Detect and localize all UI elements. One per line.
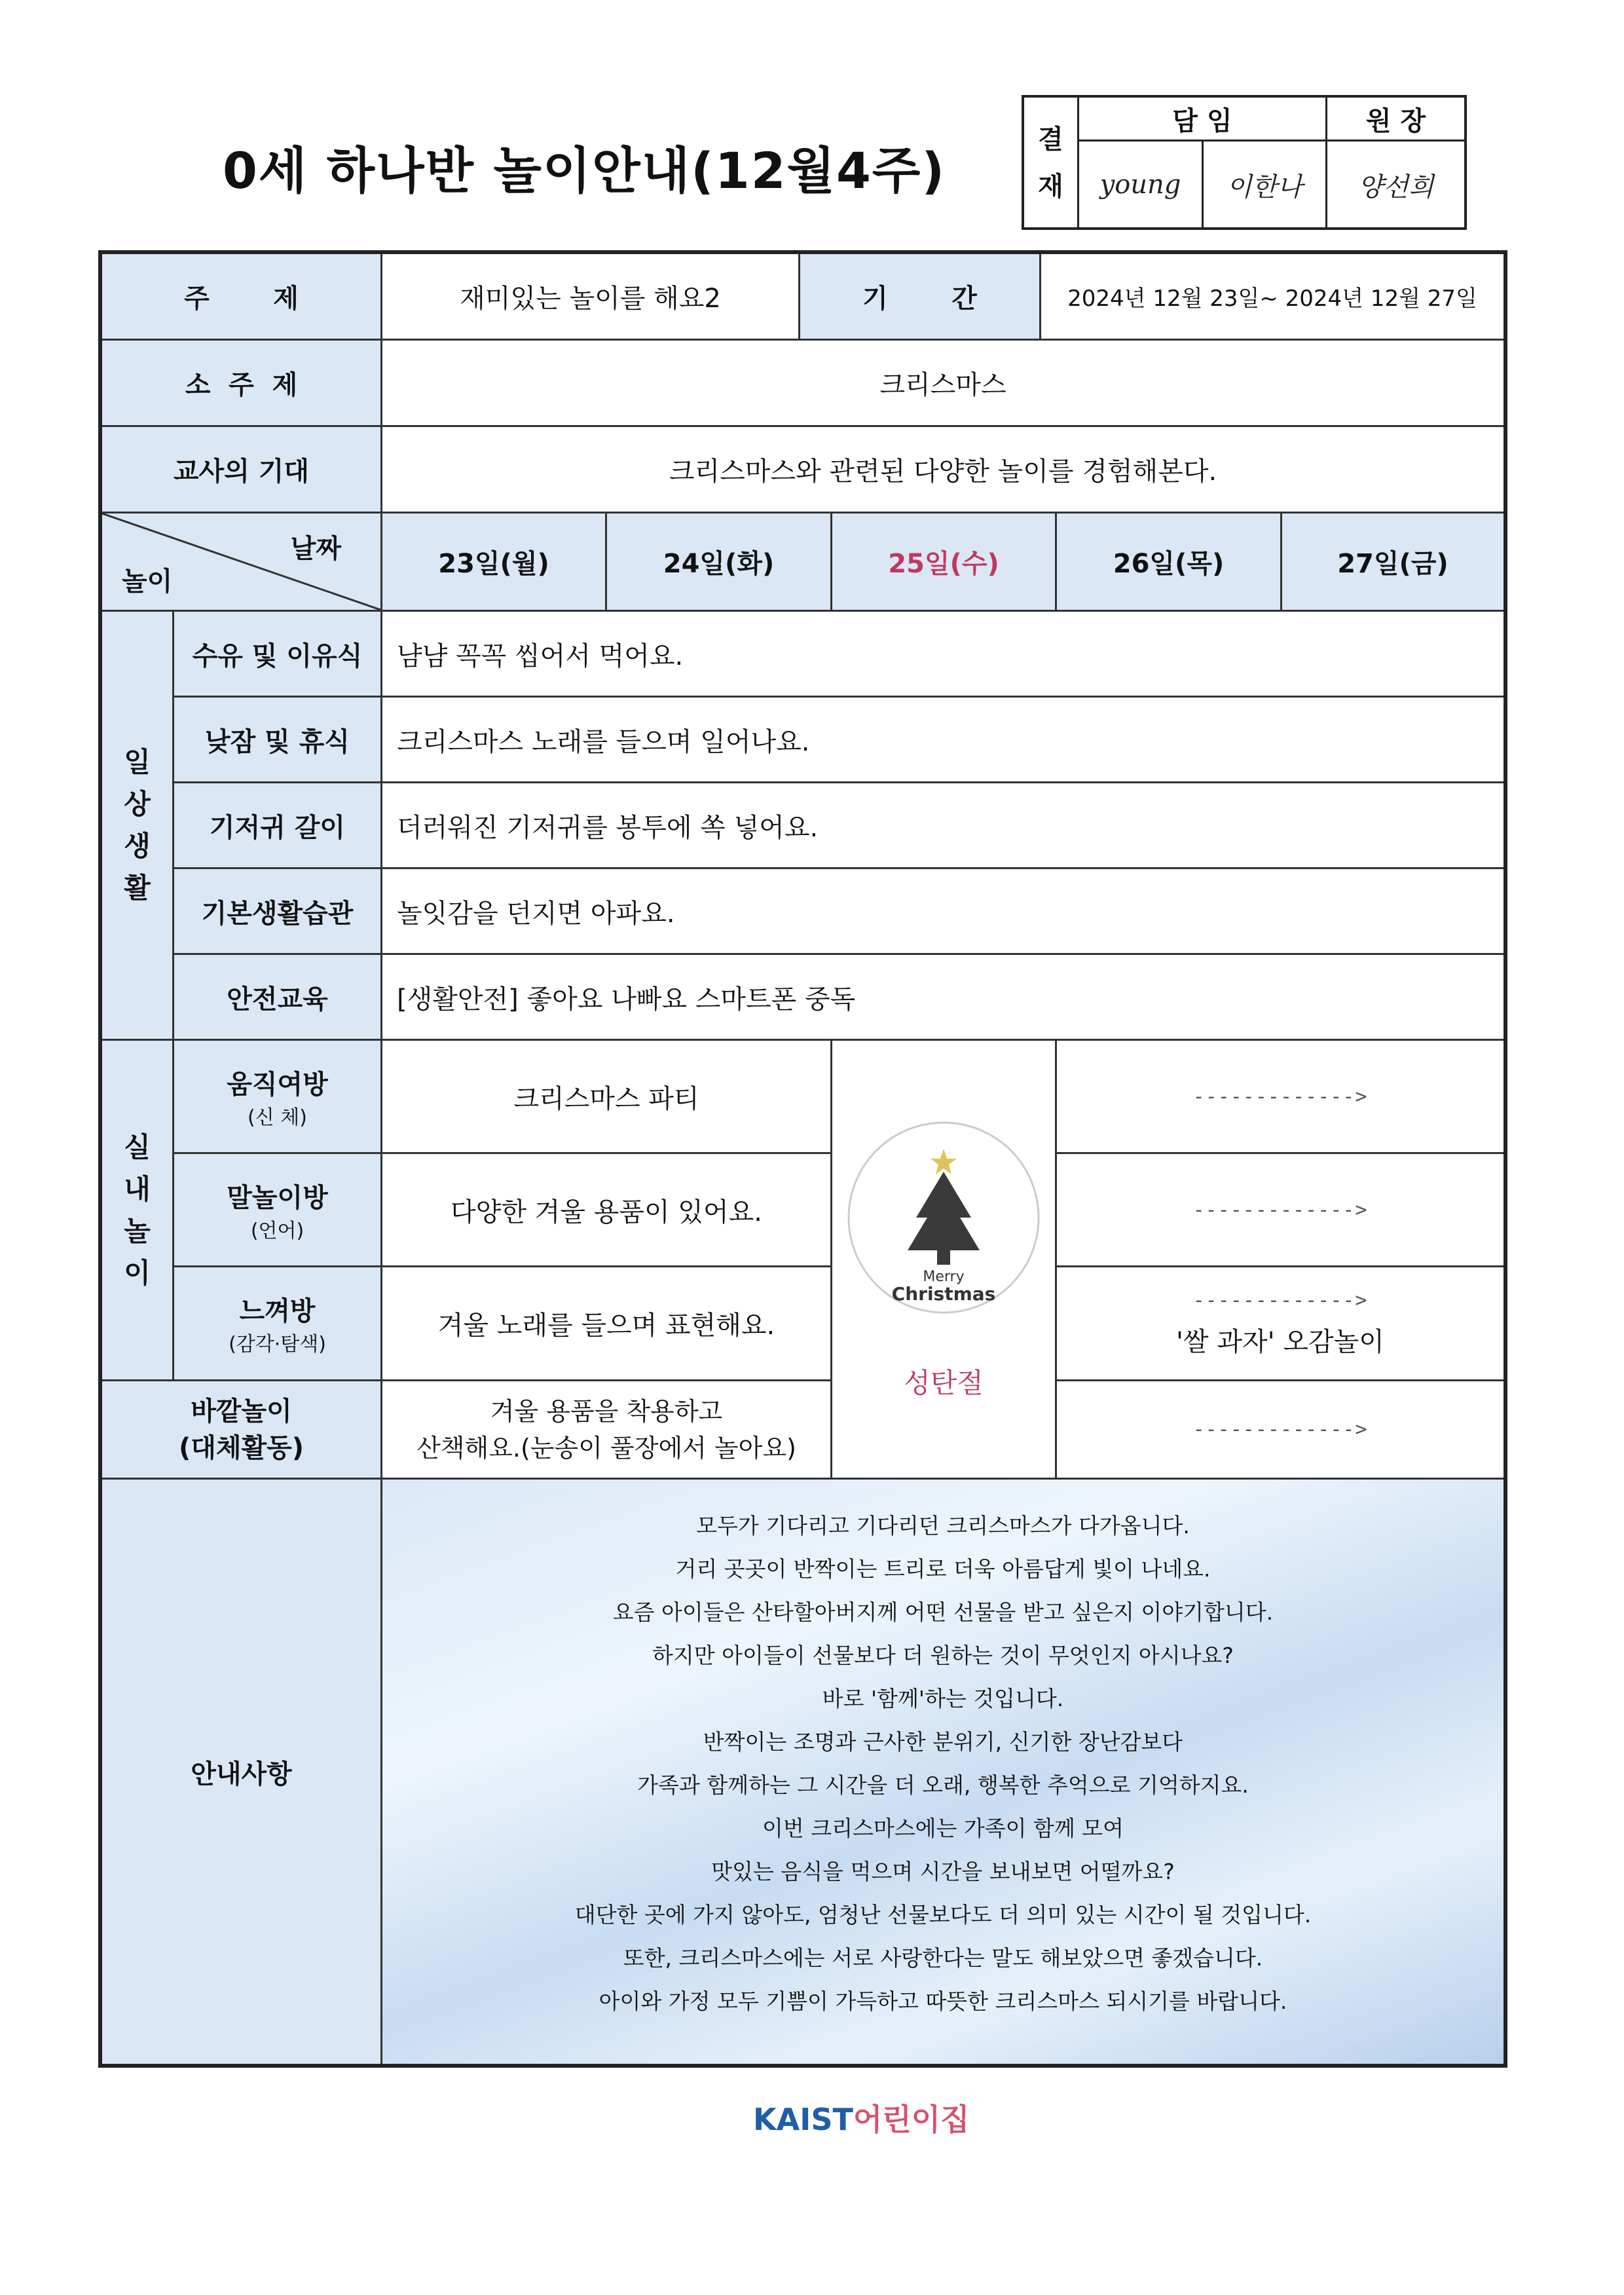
indoor-movement-arrow: ------------->: [1057, 1041, 1504, 1154]
day-fri: 27일(금): [1282, 513, 1504, 612]
expectation-label: 교사의 기대: [102, 427, 382, 513]
notice-line: 반짝이는 조명과 근사한 분위기, 신기한 장난감보다: [703, 1729, 1183, 1755]
day-tue: 24일(화): [607, 513, 832, 612]
indoor-sensory-mon: 겨울 노래를 들으며 표현해요.: [382, 1267, 832, 1381]
notice-line: 하지만 아이들이 선물보다 더 원하는 것이 무엇인지 아시나요?: [652, 1643, 1234, 1668]
indoor-sensory-arrow: ------------->: [1192, 1288, 1368, 1312]
notice-body: [382, 1480, 1504, 2064]
subtheme-value: 크리스마스: [382, 341, 1504, 427]
indoor-label-language-title: 말놀이방: [227, 1182, 328, 1213]
period-value: 2024년 12월 23일~ 2024년 12월 27일: [1041, 254, 1504, 341]
day-header-corner: [102, 513, 382, 612]
expectation-value: 크리스마스와 관련된 다양한 놀이를 경험해본다.: [382, 427, 1504, 513]
notice-line: 이번 크리스마스에는 가족이 함께 모여: [762, 1816, 1124, 1841]
daily-label-nap: 낮잠 및 휴식: [174, 698, 382, 783]
indoor-label-sensory: [174, 1267, 382, 1381]
day-mon: 23일(월): [382, 513, 607, 612]
weekly-plan-table: [98, 250, 1507, 2068]
theme-label: 주 제: [102, 254, 382, 341]
daily-text-safety: [생활안전] 좋아요 나빠요 스마트폰 중독: [382, 955, 1504, 1041]
christmas-tree-icon: [845, 1119, 1042, 1316]
day-thu: 26일(목): [1057, 513, 1282, 612]
daily-text-diaper: 더러워진 기저귀를 봉투에 쏙 넣어요.: [382, 783, 1504, 869]
daily-label-safety: 안전교육: [174, 955, 382, 1041]
notice-line: 맛있는 음식을 먹으며 시간을 보내보면 어떨까요?: [711, 1859, 1175, 1884]
notice-line: 가족과 함께하는 그 시간을 더 오래, 행복한 추억으로 기억하지요.: [637, 1772, 1249, 1798]
indoor-language-mon: 다양한 겨울 용품이 있어요.: [382, 1154, 832, 1267]
daily-text-nap: 크리스마스 노래를 들으며 일어나요.: [382, 698, 1504, 783]
indoor-label-language-sub: (언어): [250, 1219, 304, 1242]
holiday-label: 성탄절: [904, 1367, 984, 1399]
approval-box: [1022, 95, 1467, 230]
notice-line: 모두가 기다리고 기다리던 크리스마스가 다가옵니다.: [696, 1513, 1190, 1539]
signature-teacher: 이한나: [1204, 141, 1327, 228]
badge-merry: Merry: [923, 1269, 965, 1285]
holiday-cell: [832, 1041, 1057, 1480]
indoor-label-movement: [174, 1041, 382, 1154]
outdoor-arrow: ------------->: [1057, 1381, 1504, 1480]
notice-line: 대단한 곳에 가지 않아도, 엄청난 선물보다도 더 의미 있는 시간이 될 것입니다.: [574, 1902, 1312, 1928]
logo-daycare: 어린이집: [853, 2102, 970, 2137]
approval-label: 결 재: [1024, 98, 1079, 228]
outdoor-mon: 겨울 용품을 착용하고 산책해요.(눈송이 풀장에서 놀아요): [382, 1381, 832, 1480]
play-label: 놀이: [122, 567, 173, 597]
date-label: 날짜: [290, 534, 341, 564]
notice-line: 또한, 크리스마스에는 서로 사랑한다는 말도 해보았으면 좋겠습니다.: [623, 1945, 1263, 1971]
outdoor-label: 바깥놀이 (대체활동): [102, 1381, 382, 1480]
signature-director: 양선희: [1357, 172, 1434, 202]
daily-text-feeding: 냠냠 꼭꼭 씹어서 먹어요.: [382, 612, 1504, 698]
notice-line: 아이와 가정 모두 기쁨이 가득하고 따뜻한 크리스마스 되시기를 바랍니다.: [599, 1988, 1287, 2014]
indoor-movement-mon: 크리스마스 파티: [382, 1041, 832, 1154]
director-header: 원 장: [1365, 105, 1426, 136]
indoor-label-sensory-title: 느껴방: [239, 1296, 316, 1326]
daily-life-group: 일 상 생 활: [102, 612, 174, 1041]
signature-young: young: [1079, 141, 1204, 228]
indoor-sensory-extra: '쌀 과자' 오감놀이: [1176, 1326, 1384, 1357]
indoor-sensory-thu-fri: [1057, 1267, 1504, 1381]
daily-label-diaper: 기저귀 갈이: [174, 783, 382, 869]
indoor-play-group: 실 내 놀 이: [102, 1041, 174, 1381]
notice-line: 거리 곳곳이 반짝이는 트리로 더욱 아름답게 빛이 나네요.: [675, 1556, 1211, 1582]
notice-label: 안내사항: [102, 1480, 382, 2064]
day-wed: 25일(수): [832, 513, 1057, 612]
homeroom-header: 담 임: [1079, 98, 1327, 140]
daily-text-habits: 놀잇감을 던지면 아파요.: [382, 869, 1504, 955]
period-label: 기 간: [800, 254, 1041, 341]
indoor-language-arrow: ------------->: [1057, 1154, 1504, 1267]
badge-christmas: Christmas: [891, 1283, 996, 1305]
theme-value: 재미있는 놀이를 해요2: [382, 254, 800, 341]
kaist-daycare-logo: [753, 2096, 970, 2139]
logo-kaist: KAIST: [753, 2102, 853, 2137]
page-title: 0세 하나반 놀이안내(12월4주): [223, 141, 946, 200]
indoor-label-sensory-sub: (감각·탐색): [229, 1333, 326, 1356]
notice-line: 요즘 아이들은 산타할아버지께 어떤 선물을 받고 싶은지 이야기합니다.: [612, 1599, 1274, 1625]
subtheme-label: 소 주 제: [102, 341, 382, 427]
daily-label-habits: 기본생활습관: [174, 869, 382, 955]
indoor-label-language: [174, 1154, 382, 1267]
notice-line: 바로 '함께'하는 것입니다.: [822, 1686, 1064, 1711]
daily-label-feeding: 수유 및 이유식: [174, 612, 382, 698]
indoor-label-movement-title: 움직여방: [227, 1069, 328, 1100]
indoor-label-movement-sub: (신 체): [248, 1106, 307, 1129]
